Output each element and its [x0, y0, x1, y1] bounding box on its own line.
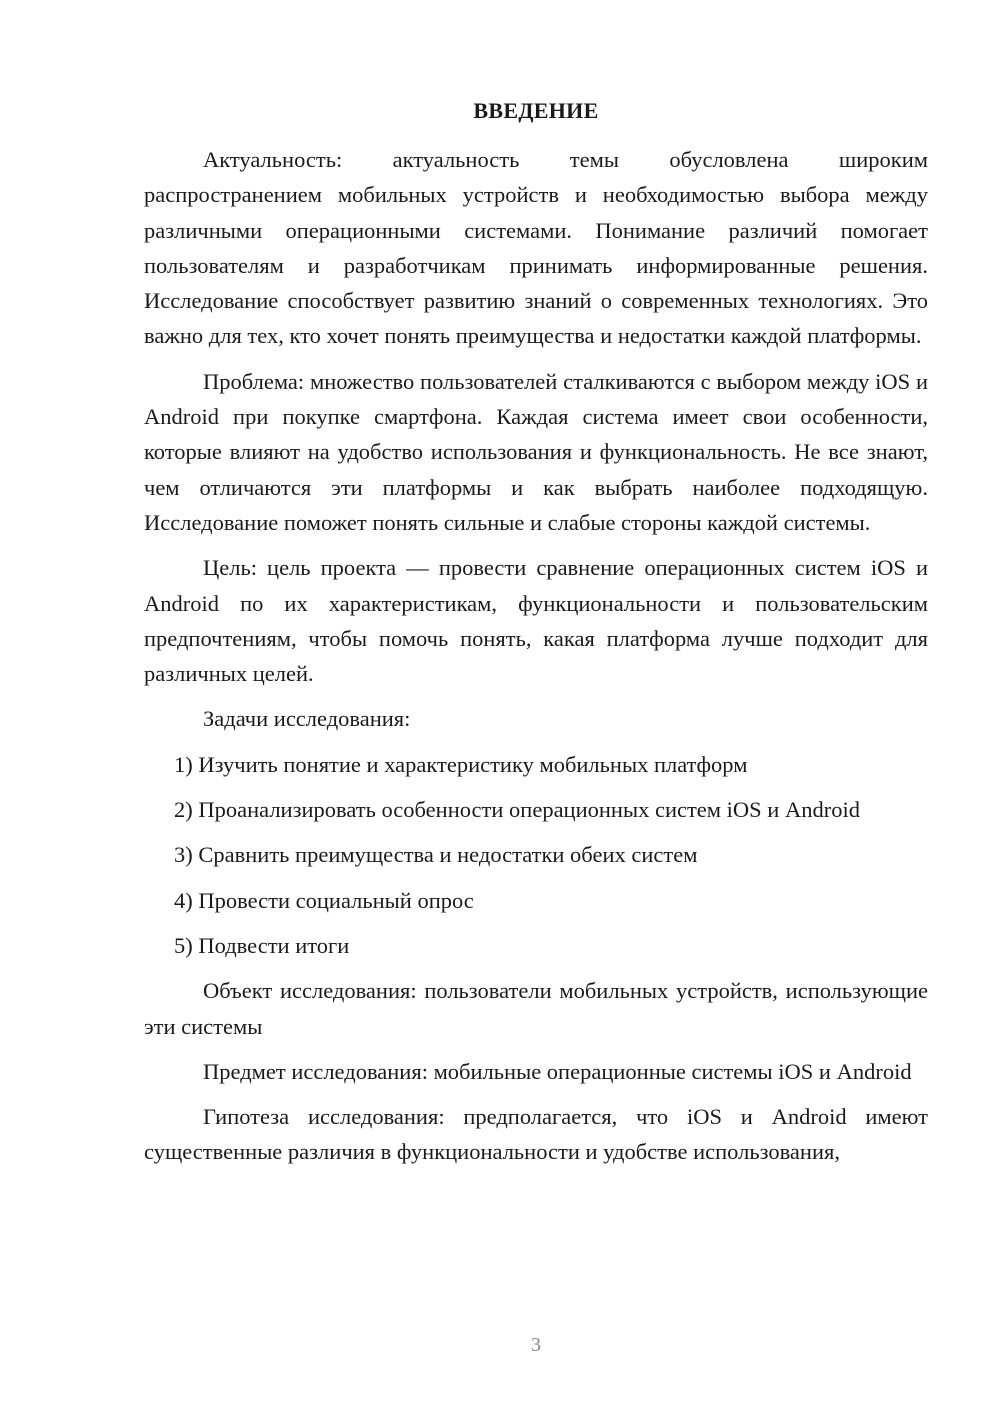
- list-item: 2) Проанализировать особенности операционных систем iOS и Android: [174, 797, 860, 823]
- paragraph-problem: Проблема: множество пользователей сталкиваются с выбором между iOS и Android при покупке смартфона. Каждая система имеет свои особенности, которые влияют на удобство использования и функциональность. Не все знают, чем отличаются эти платформы и как выбрать наиболее подходящую. Исследование поможет понять сильные и слабые стороны каждой системы.: [144, 368, 928, 535]
- paragraph-hypothesis: Гипотеза исследования: предполагается, что iOS и Android имеют существенные различия в функциональности и удобстве использования,: [144, 1104, 928, 1165]
- list-item: 4) Провести социальный опрос: [174, 887, 474, 913]
- paragraph-tasks-heading: Задачи исследования:: [203, 706, 411, 732]
- page-title: ВВЕДЕНИЕ: [473, 98, 599, 123]
- body-text: [144, 142, 928, 1180]
- list-item: 1) Изучить понятие и характеристику мобильных платформ: [174, 751, 748, 777]
- paragraph-goal: Цель: цель проекта — провести сравнение операционных систем iOS и Android по их характеристикам, функциональности и пользовательским предпочтениям, чтобы помочь понять, какая платформа лучше подходит для различных целей.: [144, 555, 928, 687]
- paragraph-object: Объект исследования: пользователи мобильных устройств, использующие эти системы: [144, 978, 928, 1039]
- paragraph-subject: Предмет исследования: мобильные операционные системы iOS и Android: [203, 1058, 912, 1084]
- list-item: 5) Подвести итоги: [174, 932, 350, 958]
- page-number: 3: [531, 1334, 541, 1356]
- paragraph-relevance: Актуальность: актуальность темы обусловлена широким распространением мобильных устройств и необходимостью выбора между различными операционными системами. Понимание различий помогает пользователям и разработчикам принимать информированные решения. Исследование способствует развитию знаний о современных технологиях. Это важно для тех, кто хочет понять преимущества и недостатки каждой платформы.: [144, 147, 928, 349]
- list-item: 3) Сравнить преимущества и недостатки обеих систем: [174, 842, 698, 868]
